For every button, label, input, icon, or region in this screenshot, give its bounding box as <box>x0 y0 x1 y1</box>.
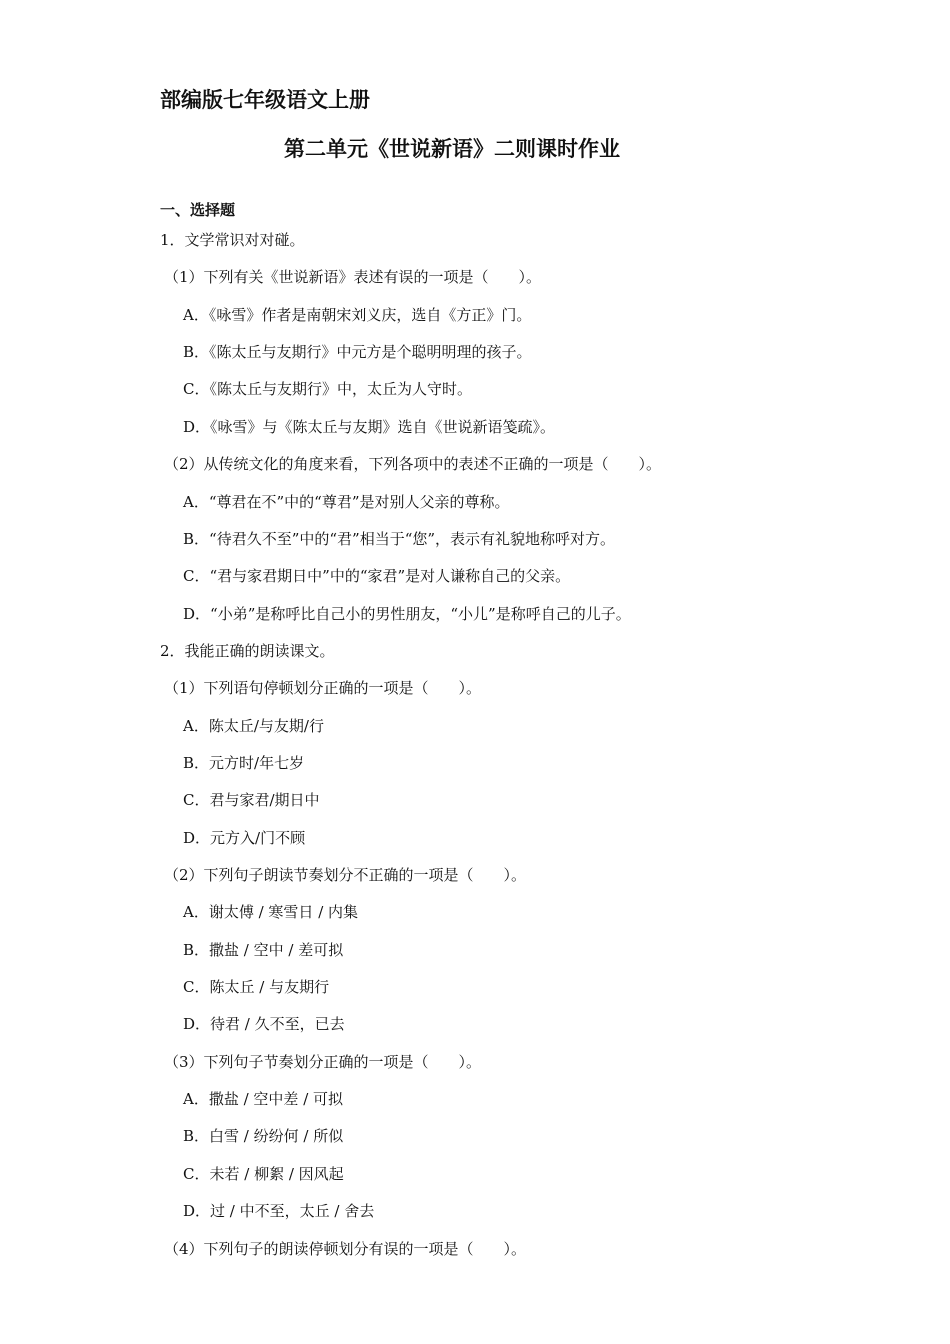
question-1-part-1-stem: （1）下列有关《世说新语》表述有误的一项是（ ）。 <box>164 268 542 286</box>
question-1-part-2-option-d: D．“小弟”是称呼比自己小的男性朋友，“小儿”是称呼自己的儿子。 <box>183 605 631 623</box>
section-heading: 一、选择题 <box>160 201 236 219</box>
question-2-part-3-option-b: B．白雪 / 纷纷何 / 所似 <box>183 1127 344 1145</box>
question-2-stem: 2．我能正确的朗读课文。 <box>160 642 335 660</box>
question-1-part-1-option-b: B．《陈太丘与友期行》中元方是个聪明明理的孩子。 <box>183 343 532 361</box>
question-2-part-3-stem: （3）下列句子节奏划分正确的一项是（ ）。 <box>164 1053 482 1071</box>
question-2-part-1-option-d: D．元方入/门不顾 <box>183 829 306 847</box>
question-2-part-2-option-a: A．谢太傅 / 寒雪日 / 内集 <box>183 903 359 921</box>
question-1-part-2-option-a: A．“尊君在不”中的“尊君”是对别人父亲的尊称。 <box>183 493 510 511</box>
question-2-part-3-option-d: D．过 / 中不至，太丘 / 舍去 <box>183 1202 375 1220</box>
question-1-stem: 1．文学常识对对碰。 <box>160 231 305 249</box>
question-2-part-3-option-c: C．未若 / 柳絮 / 因风起 <box>183 1165 344 1183</box>
question-2-part-2-option-b: B．撒盐 / 空中 / 差可拟 <box>183 941 344 959</box>
document-subtitle: 第二单元《世说新语》二则课时作业 <box>284 137 620 161</box>
question-2-part-3-option-a: A．撒盐 / 空中差 / 可拟 <box>183 1090 344 1108</box>
question-1-part-2-option-c: C．“君与家君期日中”中的“家君”是对人谦称自己的父亲。 <box>183 567 571 585</box>
question-2-part-2-option-c: C．陈太丘 / 与友期行 <box>183 978 330 996</box>
question-2-part-1-option-a: A．陈太丘/与友期/行 <box>183 717 324 735</box>
question-1-part-1-option-c: C．《陈太丘与友期行》中，太丘为人守时。 <box>183 380 472 398</box>
question-2-part-2-stem: （2）下列句子朗读节奏划分不正确的一项是（ ）。 <box>164 866 527 884</box>
question-1-part-2-option-b: B．“待君久不至”中的“君”相当于“您”，表示有礼貌地称呼对方。 <box>183 530 616 548</box>
question-2-part-1-option-b: B．元方时/年七岁 <box>183 754 305 772</box>
question-1-part-1-option-a: A．《咏雪》作者是南朝宋刘义庆，选自《方正》门。 <box>183 306 532 324</box>
question-2-part-4-stem: （4）下列句子的朗读停顿划分有误的一项是（ ）。 <box>164 1240 527 1258</box>
question-2-part-1-option-c: C．君与家君/期日中 <box>183 791 320 809</box>
question-1-part-2-stem: （2）从传统文化的角度来看，下列各项中的表述不正确的一项是（ ）。 <box>164 455 662 473</box>
document-title: 部编版七年级语文上册 <box>160 88 370 112</box>
question-2-part-1-stem: （1）下列语句停顿划分正确的一项是（ ）。 <box>164 679 482 697</box>
question-2-part-2-option-d: D．待君 / 久不至，已去 <box>183 1015 345 1033</box>
question-1-part-1-option-d: D．《咏雪》与《陈太丘与友期》选自《世说新语笺疏》。 <box>183 418 556 436</box>
